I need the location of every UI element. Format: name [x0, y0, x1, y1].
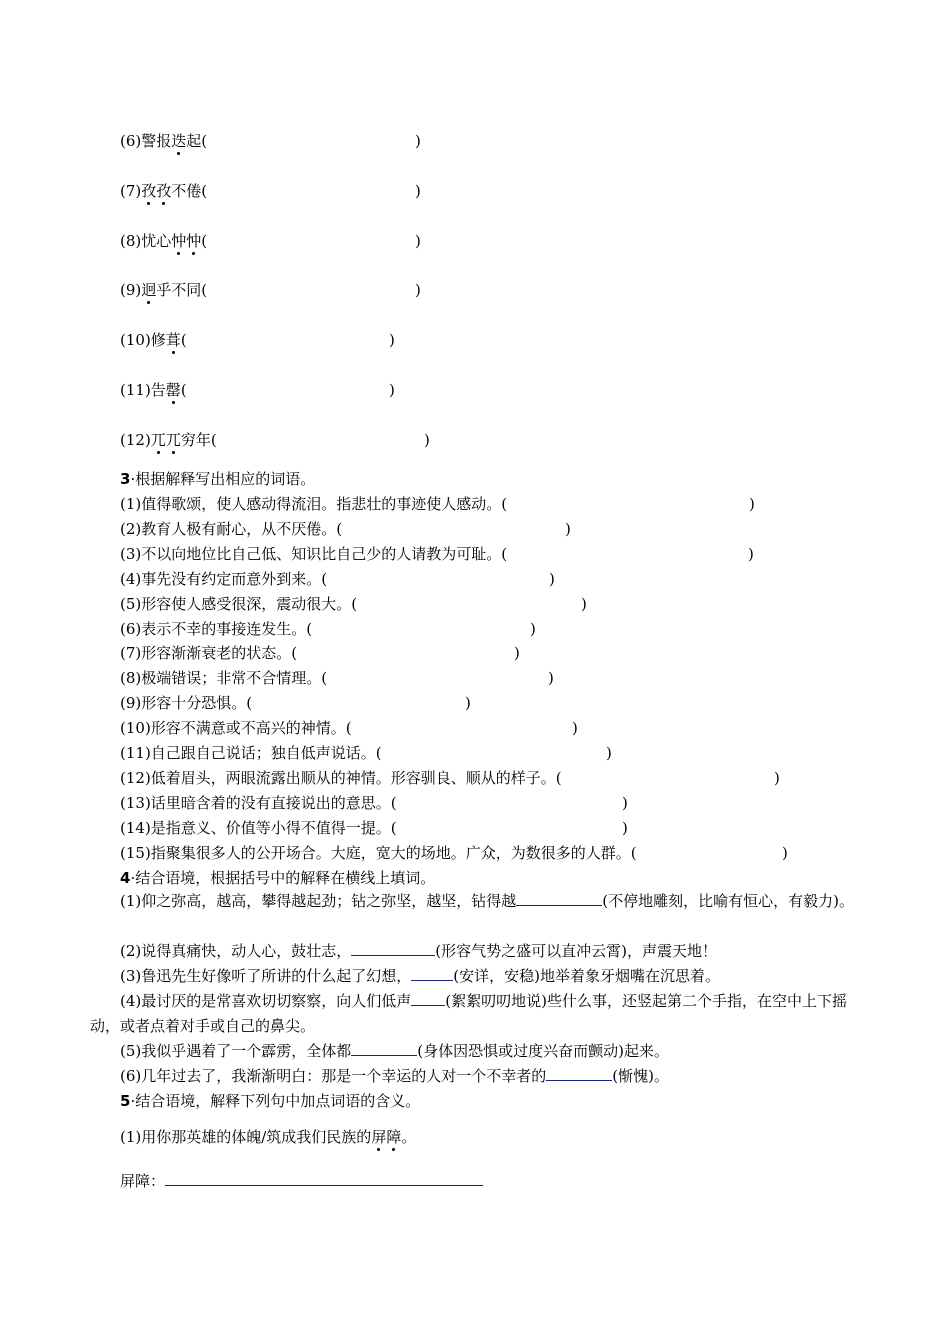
dotted-char: 葺 [165, 331, 181, 349]
pinyin-item: (11)告罄( ) [120, 381, 395, 399]
section-title: ·结合语境，解释下列句中加点词语的含义。 [130, 1092, 421, 1110]
pinyin-item: (7)孜孜不倦( ) [120, 182, 421, 200]
dotted-char: 孜 [141, 182, 157, 200]
close-paren: ) [749, 495, 755, 513]
fill-item-2: (2)说得真痛快，动人心，鼓壮志， (形容气势之盛可以直冲云霄)，声震天地！ [90, 939, 870, 964]
close-paren: ) [389, 331, 395, 349]
pinyin-item: (10)修葺( ) [120, 331, 395, 349]
definition-item: (10)形容不满意或不高兴的神情。( ) [120, 719, 578, 737]
close-paren: ) [565, 520, 571, 538]
definition-item: (3)不以向地位比自己低、知识比自己少的人请教为可耻。( ) [120, 545, 754, 563]
dotted-char: 忡 [171, 232, 187, 250]
definition-item: (13)话里暗含着的没有直接说出的意思。( ) [120, 794, 628, 812]
definition-item: (11)自己跟自己说话；独自低声说话。( ) [120, 744, 612, 762]
answer-blank[interactable] [411, 964, 453, 981]
close-paren: ) [606, 744, 612, 762]
definition-item: (8)极端错误；非常不合情理。( ) [120, 669, 554, 687]
answer-blank[interactable] [165, 1169, 483, 1186]
close-paren: ) [424, 431, 430, 449]
definition-item: (5)形容使人感受很深，震动很大。( ) [120, 595, 587, 613]
answer-line [120, 1169, 483, 1191]
definition-item: (12)低着眉头，两眼流露出顺从的神情。形容驯良、顺从的样子。( ) [120, 769, 780, 787]
close-paren: ) [622, 819, 628, 837]
pinyin-item: (9)迥乎不同( ) [120, 281, 421, 299]
section-title: ·根据解释写出相应的词语。 [130, 470, 316, 488]
close-paren: ) [415, 182, 421, 200]
definition-item: (14)是指意义、价值等小得不值得一提。( ) [120, 819, 628, 837]
close-paren: ) [415, 132, 421, 150]
close-paren: ) [415, 281, 421, 299]
definition-item: (6)表示不幸的事接连发生。( ) [120, 620, 536, 638]
answer-blank[interactable] [411, 989, 445, 1006]
dotted-char: 障 [386, 1128, 402, 1146]
definition-item: (15)指聚集很多人的公开场合。大庭，宽大的场地。广众，为数很多的人群。( ) [120, 844, 788, 862]
close-paren: ) [774, 769, 780, 787]
pinyin-item: (8)忧心忡忡( ) [120, 232, 421, 250]
section-number: 3 [120, 470, 131, 488]
close-paren: ) [748, 545, 754, 563]
fill-item-3: (3)鲁迅先生好像听了所讲的什么起了幻想， (安详，安稳)地举着象牙烟嘴在沉思着。 [90, 964, 870, 989]
definition-item: (7)形容渐渐衰老的状态。( ) [120, 644, 520, 662]
definition-item: (4)事先没有约定而意外到来。( ) [120, 570, 555, 588]
close-paren: ) [782, 844, 788, 862]
close-paren: ) [530, 620, 536, 638]
close-paren: ) [572, 719, 578, 737]
fill-item-1: (1)仰之弥高，越高，攀得越起劲；钻之弥坚，越坚，钻得越 (不停地雕刻，比喻有恒心，有毅力)。 [90, 889, 870, 914]
section-number: 5 [120, 1092, 131, 1110]
answer-blank[interactable] [351, 939, 435, 956]
close-paren: ) [415, 232, 421, 250]
answer-blank[interactable] [516, 889, 602, 906]
close-paren: ) [514, 644, 520, 662]
definition-item: (9)形容十分恐惧。( ) [120, 694, 471, 712]
dotted-char: 兀 [150, 431, 166, 449]
dotted-char: 兀 [165, 431, 181, 449]
definition-item: (1)值得歌颂，使人感动得流泪。指悲壮的事迹使人感动。( ) [120, 495, 755, 513]
close-paren: ) [465, 694, 471, 712]
dotted-char: 孜 [156, 182, 172, 200]
close-paren: ) [548, 669, 554, 687]
dotted-char: 屏 [371, 1128, 387, 1146]
answer-blank[interactable] [546, 1064, 612, 1081]
close-paren: ) [389, 381, 395, 399]
dotted-char: 罄 [165, 381, 181, 399]
section-title: ·结合语境，根据括号中的解释在横线上填词。 [130, 869, 436, 887]
close-paren: ) [549, 570, 555, 588]
definition-item: (2)教育人极有耐心，从不厌倦。( ) [120, 520, 571, 538]
fill-item-6: (6)几年过去了，我渐渐明白：那是一个幸运的人对一个不幸者的 (惭愧)。 [90, 1064, 870, 1089]
section-number: 4 [120, 869, 131, 887]
section-4-heading [120, 868, 435, 888]
sentence-item-1: (1)用你那英雄的体魄/筑成我们民族的屏障。 [120, 1128, 417, 1146]
section-5-heading [120, 1091, 420, 1111]
dotted-char: 迭 [171, 132, 187, 150]
fill-item-5: (5)我似乎遇着了一个霹雳，全体都 (身体因恐惧或过度兴奋而颤动)起来。 [90, 1039, 870, 1064]
pinyin-item: (12)兀兀穷年( ) [120, 431, 430, 449]
close-paren: ) [581, 595, 587, 613]
close-paren: ) [622, 794, 628, 812]
dotted-char: 迥 [141, 281, 157, 299]
pinyin-item: (6)警报迭起( ) [120, 132, 421, 150]
answer-blank[interactable] [351, 1039, 417, 1056]
fill-item-4: (4)最讨厌的是常喜欢切切察察，向人们低声 (絮絮叨叨地说)些什么事，还竖起第二个手指，在空中上下摇动，或者点着对手或自己的鼻尖。 [90, 989, 870, 1039]
dotted-char: 忡 [186, 232, 202, 250]
section-3-heading [120, 469, 315, 489]
answer-label: 屏障： [120, 1172, 166, 1190]
